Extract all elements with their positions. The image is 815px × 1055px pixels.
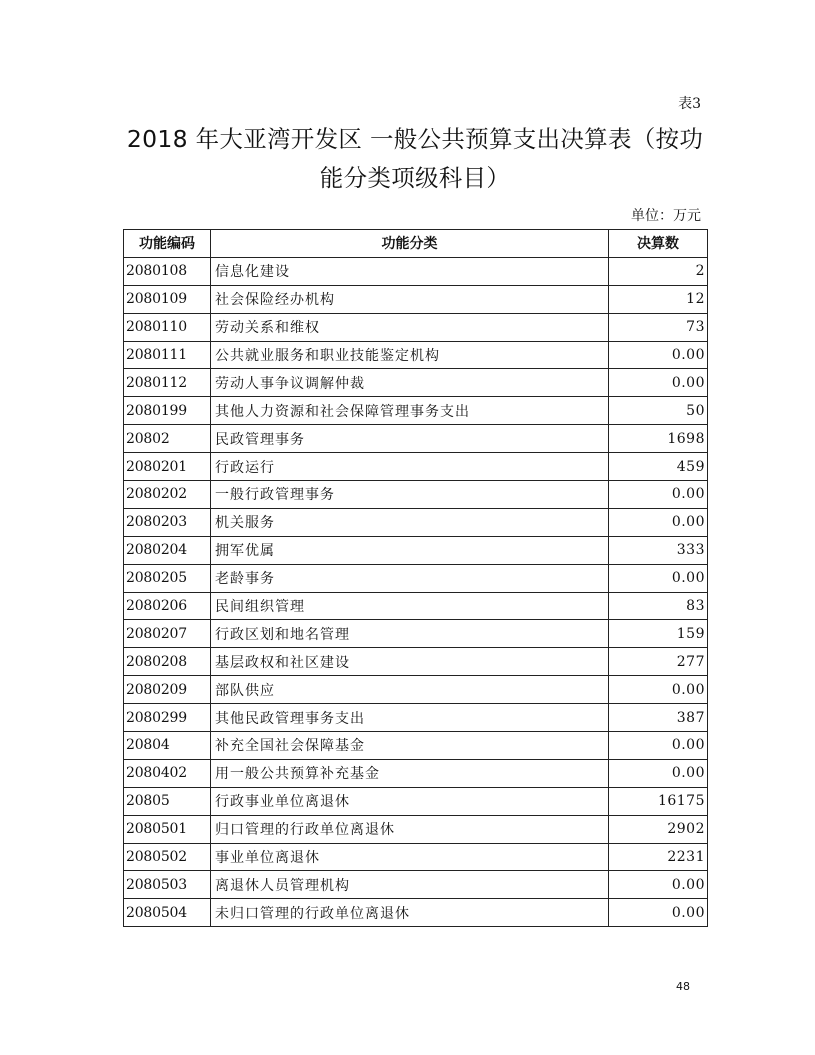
- cell-amount: 0.00: [609, 871, 708, 899]
- cell-code: 2080201: [124, 453, 211, 481]
- title-line-1: 2018 年大亚湾开发区 一般公共预算支出决算表（按功: [126, 125, 704, 153]
- cell-code: 20804: [124, 732, 211, 760]
- table-row: [124, 843, 708, 871]
- cell-code: 2080207: [124, 620, 211, 648]
- cell-amount: 333: [609, 536, 708, 564]
- cell-code: 2080202: [124, 481, 211, 509]
- cell-code: 2080204: [124, 536, 211, 564]
- cell-name: 社会保险经办机构: [211, 285, 609, 313]
- table-row: [124, 899, 708, 927]
- header-code: 功能编码: [124, 230, 211, 258]
- cell-code: 20805: [124, 787, 211, 815]
- cell-code: 2080402: [124, 759, 211, 787]
- cell-name: 其他民政管理事务支出: [211, 704, 609, 732]
- cell-code: 2080501: [124, 815, 211, 843]
- cell-amount: 16175: [609, 787, 708, 815]
- cell-amount: 0.00: [609, 676, 708, 704]
- cell-name: 民政管理事务: [211, 425, 609, 453]
- cell-amount: 1698: [609, 425, 708, 453]
- cell-code: 2080108: [124, 257, 211, 285]
- cell-name: 未归口管理的行政单位离退休: [211, 899, 609, 927]
- table-row: [124, 620, 708, 648]
- cell-code: 2080109: [124, 285, 211, 313]
- cell-amount: 0.00: [609, 341, 708, 369]
- header-amount: 决算数: [609, 230, 708, 258]
- table-row: [124, 257, 708, 285]
- cell-amount: 12: [609, 285, 708, 313]
- cell-amount: 0.00: [609, 732, 708, 760]
- table-row: [124, 815, 708, 843]
- cell-name: 信息化建设: [211, 257, 609, 285]
- cell-name: 民间组织管理: [211, 592, 609, 620]
- cell-code: 2080299: [124, 704, 211, 732]
- cell-code: 2080504: [124, 899, 211, 927]
- table-row: [124, 648, 708, 676]
- table-row: [124, 313, 708, 341]
- cell-name: 补充全国社会保障基金: [211, 732, 609, 760]
- cell-amount: 0.00: [609, 759, 708, 787]
- cell-name: 老龄事务: [211, 564, 609, 592]
- cell-name: 公共就业服务和职业技能鉴定机构: [211, 341, 609, 369]
- table-row: [124, 481, 708, 509]
- cell-amount: 459: [609, 453, 708, 481]
- table-row: [124, 704, 708, 732]
- cell-name: 劳动人事争议调解仲裁: [211, 369, 609, 397]
- table-row: [124, 564, 708, 592]
- cell-name: 机关服务: [211, 508, 609, 536]
- table-row: [124, 787, 708, 815]
- table-row: [124, 285, 708, 313]
- table-row: [124, 759, 708, 787]
- page-number: 48: [676, 980, 690, 993]
- cell-amount: 2902: [609, 815, 708, 843]
- cell-code: 2080206: [124, 592, 211, 620]
- cell-name: 其他人力资源和社会保障管理事务支出: [211, 397, 609, 425]
- cell-amount: 0.00: [609, 899, 708, 927]
- table-row: [124, 732, 708, 760]
- table-row: [124, 536, 708, 564]
- cell-name: 基层政权和社区建设: [211, 648, 609, 676]
- title-line-2: 能分类项级科目）: [319, 164, 511, 192]
- cell-amount: 0.00: [609, 481, 708, 509]
- cell-code: 2080205: [124, 564, 211, 592]
- cell-amount: 0.00: [609, 369, 708, 397]
- unit-label: 单位：万元: [631, 208, 701, 224]
- budget-table: [123, 229, 708, 927]
- table-row: [124, 871, 708, 899]
- cell-amount: 2: [609, 257, 708, 285]
- cell-code: 2080209: [124, 676, 211, 704]
- cell-code: 2080111: [124, 341, 211, 369]
- table-row: [124, 341, 708, 369]
- table-header-row: [124, 230, 708, 258]
- cell-name: 拥军优属: [211, 536, 609, 564]
- cell-name: 劳动关系和维权: [211, 313, 609, 341]
- cell-amount: 159: [609, 620, 708, 648]
- table-row: [124, 425, 708, 453]
- cell-name: 事业单位离退休: [211, 843, 609, 871]
- cell-code: 2080110: [124, 313, 211, 341]
- table-body: [124, 257, 708, 926]
- page-title: [120, 120, 710, 198]
- cell-name: 用一般公共预算补充基金: [211, 759, 609, 787]
- table-row: [124, 592, 708, 620]
- cell-name: 部队供应: [211, 676, 609, 704]
- cell-amount: 2231: [609, 843, 708, 871]
- cell-code: 2080503: [124, 871, 211, 899]
- table-row: [124, 397, 708, 425]
- cell-code: 2080199: [124, 397, 211, 425]
- table-label: 表3: [678, 96, 701, 112]
- table-row: [124, 676, 708, 704]
- cell-code: 2080112: [124, 369, 211, 397]
- cell-name: 行政运行: [211, 453, 609, 481]
- cell-amount: 83: [609, 592, 708, 620]
- cell-amount: 73: [609, 313, 708, 341]
- table-row: [124, 508, 708, 536]
- cell-code: 2080208: [124, 648, 211, 676]
- cell-name: 行政区划和地名管理: [211, 620, 609, 648]
- cell-code: 2080502: [124, 843, 211, 871]
- cell-name: 归口管理的行政单位离退休: [211, 815, 609, 843]
- cell-amount: 50: [609, 397, 708, 425]
- cell-amount: 0.00: [609, 564, 708, 592]
- table-row: [124, 369, 708, 397]
- header-name: 功能分类: [211, 230, 609, 258]
- cell-code: 20802: [124, 425, 211, 453]
- cell-name: 一般行政管理事务: [211, 481, 609, 509]
- cell-name: 行政事业单位离退休: [211, 787, 609, 815]
- cell-code: 2080203: [124, 508, 211, 536]
- cell-amount: 0.00: [609, 508, 708, 536]
- cell-amount: 277: [609, 648, 708, 676]
- cell-name: 离退休人员管理机构: [211, 871, 609, 899]
- table-row: [124, 453, 708, 481]
- cell-amount: 387: [609, 704, 708, 732]
